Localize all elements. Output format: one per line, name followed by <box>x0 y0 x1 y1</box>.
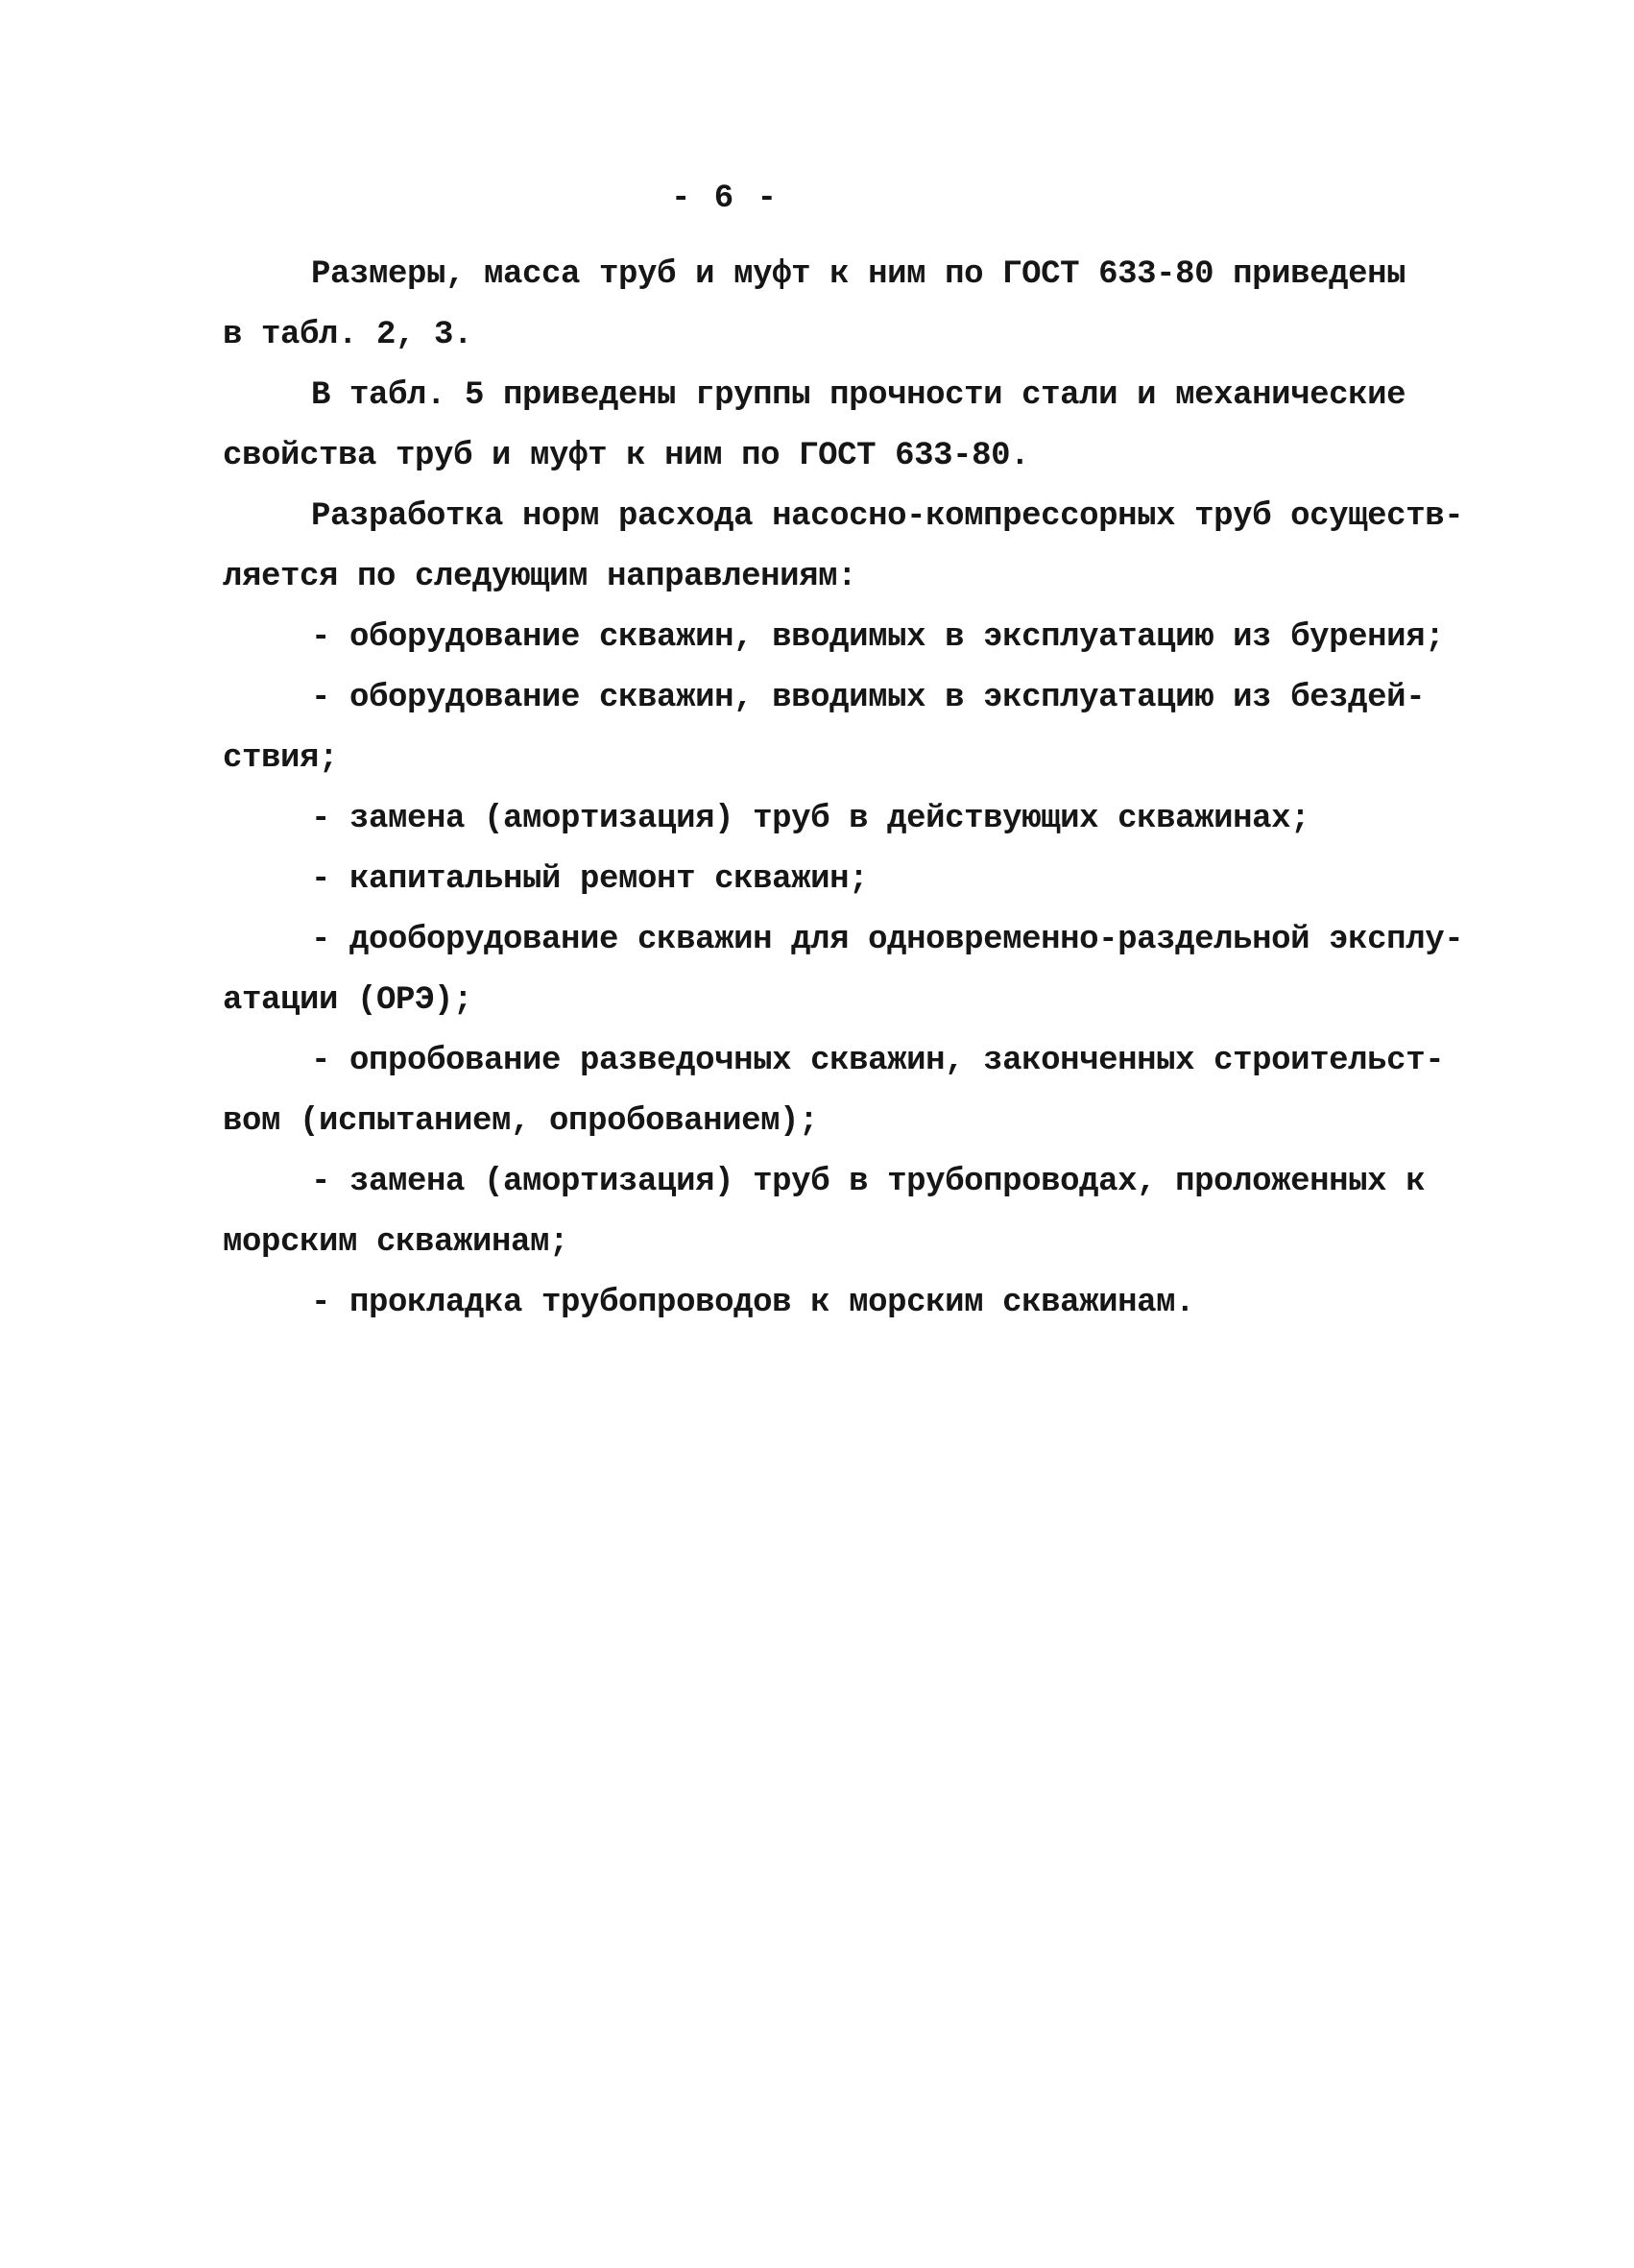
list-item: - оборудование скважин, вводимых в эксплуатацию из бурения; <box>311 619 1445 656</box>
list-item: - оборудование скважин, вводимых в эксплуатацию из бездей- <box>311 680 1426 716</box>
page-number: - 6 - <box>670 181 780 217</box>
text-line: ствия; <box>223 740 339 777</box>
body-text <box>223 245 1464 1334</box>
text-line: морским скважинам; <box>223 1224 569 1261</box>
list-item: - дооборудование скважин для одновременно-раздельной эксплу- <box>311 922 1464 958</box>
list-item: - замена (амортизация) труб в действующих скважинах; <box>311 801 1310 837</box>
list-item: - капитальный ремонт скважин; <box>311 861 869 898</box>
text-line: В табл. 5 приведены группы прочности стали и механические <box>311 377 1406 414</box>
list-item: - опробование разведочных скважин, законченных строительст- <box>311 1043 1445 1079</box>
list-item: - прокладка трубопроводов к морским скважинам. <box>311 1285 1195 1321</box>
text-line: свойства труб и муфт к ним по ГОСТ 633-80. <box>223 438 1030 474</box>
text-line: Размеры, масса труб и муфт к ним по ГОСТ 633-80 приведены <box>311 256 1406 293</box>
text-line: атации (ОРЭ); <box>223 982 473 1019</box>
text-line: ляется по следующим направлениям: <box>223 559 857 595</box>
text-line: Разработка норм расхода насосно-компрессорных труб осуществ- <box>311 498 1464 535</box>
text-line: в табл. 2, 3. <box>223 317 473 353</box>
list-item: - замена (амортизация) труб в трубопроводах, проложенных к <box>311 1164 1426 1200</box>
text-line: вом (испытанием, опробованием); <box>223 1103 819 1140</box>
